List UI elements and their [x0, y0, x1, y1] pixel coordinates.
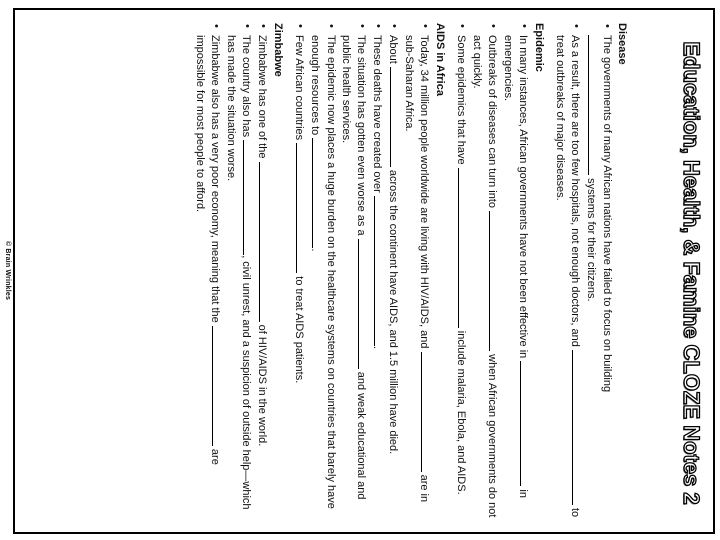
list-item [338, 23, 369, 519]
list-item [500, 23, 531, 519]
bullet-list [291, 23, 432, 519]
section-zimbabwe [192, 23, 285, 519]
item-text-after: . [309, 248, 321, 252]
item-text-before: The epidemic now places a huge burden on the healthcare systems on countries that barely have enough resources to [309, 35, 337, 509]
item-text-after: include malaria, Ebola, and AIDS. [455, 330, 467, 495]
item-text-after: when African governments do not act quickly. [471, 35, 498, 518]
notes-content [186, 23, 629, 519]
fill-in-blank[interactable] [312, 138, 323, 248]
item-text-before: As a result, there are too few hospitals, not enough doctors, and [569, 35, 581, 347]
fill-in-blank[interactable] [489, 211, 500, 351]
section-epidemic [453, 23, 546, 519]
list-item [369, 23, 385, 519]
item-text-after: , civil unrest, and a suspicion of outside help—which has made the situation worse. [225, 35, 252, 510]
fill-in-blank[interactable] [243, 140, 254, 255]
item-text-before: Few African countries [293, 35, 305, 141]
worksheet-page [21, 17, 711, 529]
fill-in-blank[interactable] [588, 35, 599, 175]
list-item [453, 23, 469, 519]
list-item [583, 23, 614, 519]
worksheet-frame [13, 8, 715, 534]
item-text-before: Zimbabwe has one of the [256, 35, 268, 159]
list-item [223, 23, 254, 519]
item-text-before: Outbreaks of diseases can turn into [486, 35, 498, 209]
bullet-list [552, 23, 614, 519]
list-item [291, 23, 307, 519]
section-heading: Zimbabwe [272, 23, 284, 77]
fill-in-blank[interactable] [374, 196, 385, 346]
item-text-before: Some epidemics that have [455, 35, 467, 165]
bullet-list [453, 23, 531, 519]
copyright-text: © Brain Wrinkles [4, 240, 12, 300]
list-item [385, 23, 401, 519]
item-text-after: in emergencies. [502, 35, 529, 498]
list-item [192, 23, 223, 519]
item-text-after: are in sub-Saharan Africa. [403, 35, 430, 503]
page-title: Education, Health, & Famine CLOZE Notes 2 [679, 41, 704, 505]
item-text-before: The country also has [240, 35, 252, 138]
bullet-list [192, 23, 270, 519]
section-disease [552, 23, 629, 519]
fill-in-blank[interactable] [259, 162, 270, 322]
fill-in-blank[interactable] [390, 67, 401, 167]
list-item [552, 23, 583, 519]
list-item [307, 23, 338, 519]
fill-in-blank[interactable] [358, 239, 369, 369]
section-heading: AIDS in Africa [434, 23, 446, 96]
item-text-before: Zimbabwe also has a very poor economy, meaning that the [209, 35, 221, 323]
item-text-after: across the continent have AIDS, and 1.5 million have died. [387, 169, 399, 455]
item-text-before: About [387, 35, 399, 64]
item-text-before: The situation has gotten even worse as a [355, 35, 367, 236]
item-text-after: systems for their citizens. [585, 178, 597, 302]
item-text-before: In many instances, African governments have not been effective in [517, 35, 529, 359]
item-text-after: are impossible for most people to afford. [194, 35, 221, 465]
item-text-before: The governments of many African nations have failed to focus on building [601, 35, 613, 393]
section-aids-in-africa [291, 23, 447, 519]
item-text-after: and weak educational and public health services. [340, 35, 367, 500]
list-item [401, 23, 432, 519]
section-heading: Epidemic [533, 23, 545, 72]
fill-in-blank[interactable] [520, 361, 531, 486]
item-text-after: to treat outbreaks of major diseases. [554, 35, 581, 518]
fill-in-blank[interactable] [458, 168, 469, 328]
item-text-after: . [371, 345, 383, 349]
list-item [469, 23, 500, 519]
list-item [254, 23, 270, 519]
section-heading: Disease [616, 23, 628, 65]
item-text-after: to treat AIDS patients. [293, 276, 305, 384]
item-text-before: These deaths have created over [371, 35, 383, 193]
fill-in-blank[interactable] [421, 352, 432, 472]
item-text-after: of HIV/AIDS in the world. [256, 324, 268, 447]
item-text-before: Today, 34 million people worldwide are living with HIV/AIDS, and [418, 35, 430, 349]
fill-in-blank[interactable] [296, 143, 307, 273]
fill-in-blank[interactable] [212, 326, 223, 446]
fill-in-blank[interactable] [572, 350, 583, 505]
